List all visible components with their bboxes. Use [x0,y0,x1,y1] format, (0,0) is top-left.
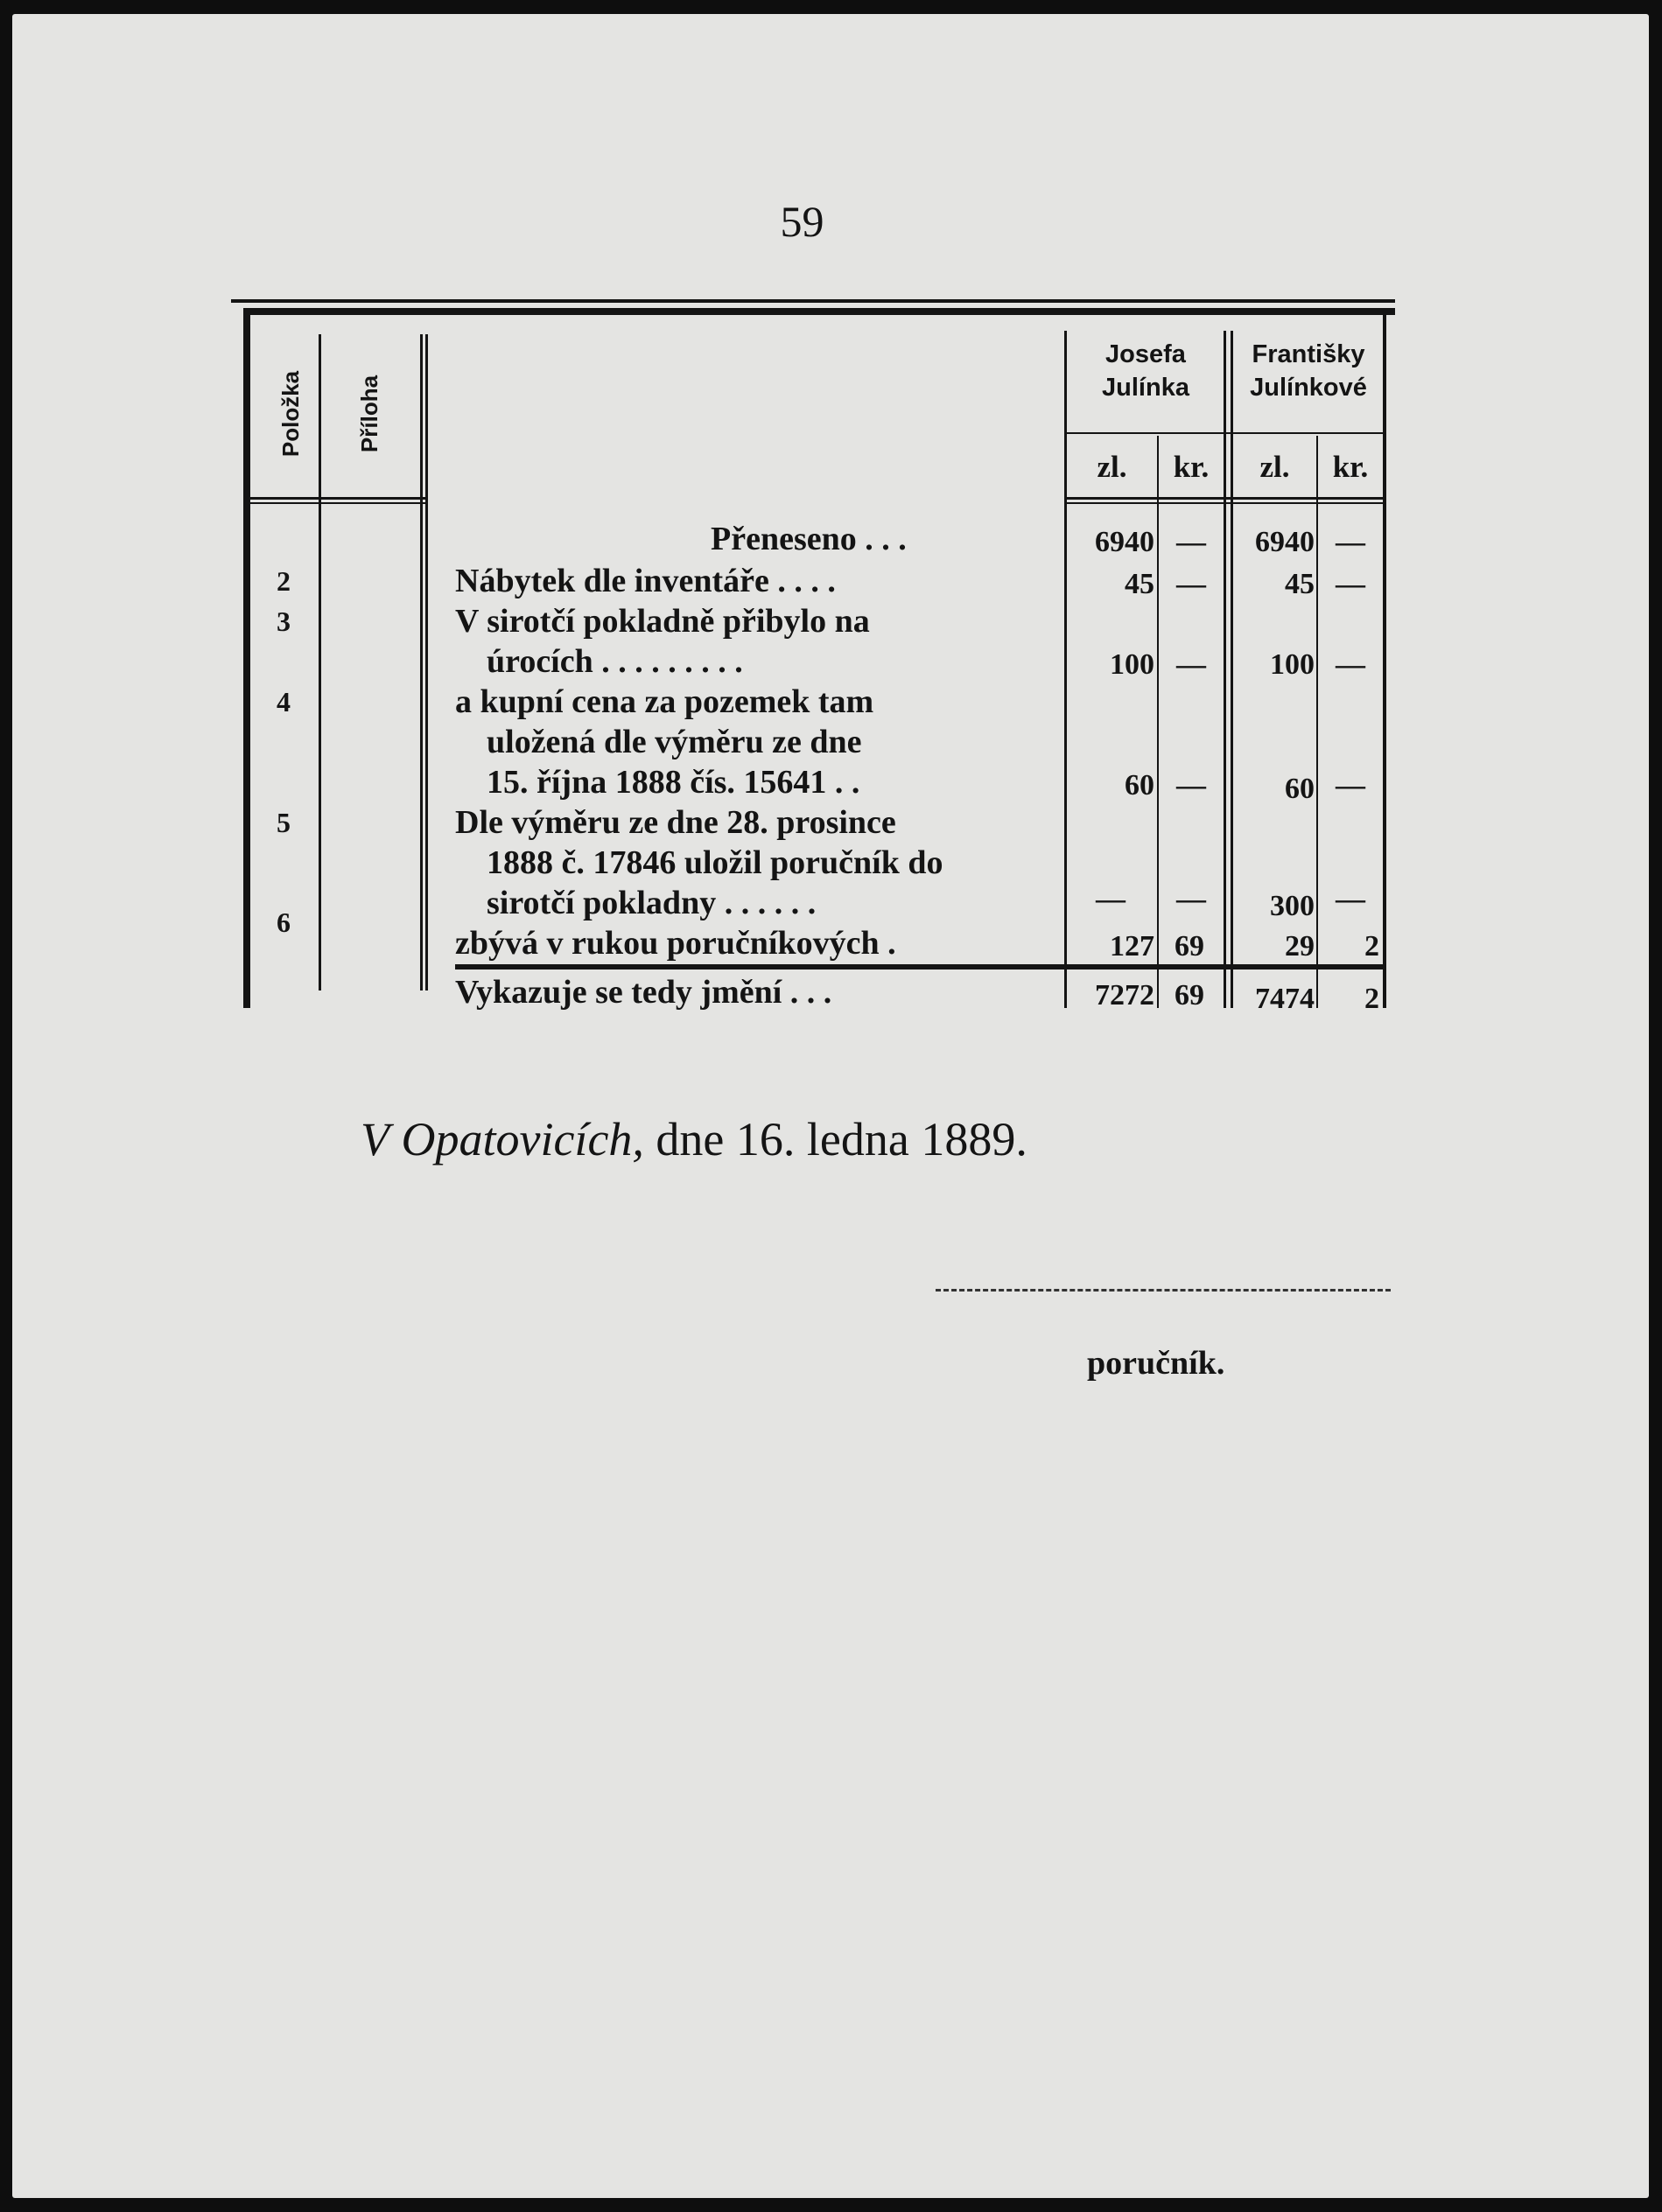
header-frantisky-line1: Františky [1252,340,1365,368]
row-5-index: 5 [277,807,291,838]
row-3-j-zl: 100 [1110,648,1154,681]
row-4-label-line3: 15. října 1888 čís. 15641 . . [487,764,860,801]
header-rule-left-b [250,502,425,504]
row-2-f-zl: 45 [1285,568,1315,600]
row-2-f-kr: — [1336,568,1365,600]
unit-j-kr: kr. [1173,450,1210,484]
row-3-label-line2: úrocích . . . . . . . . . [487,643,743,680]
header-frantisky-line2: Julínkové [1250,374,1367,402]
header-rule-right-b [1067,502,1383,504]
row-carried-label: Přeneseno . . . [711,521,907,557]
header-josefa-line1: Josefa [1105,340,1186,368]
right-rule [1383,310,1386,1008]
row-carried-f-kr: — [1336,526,1365,558]
row-4-index: 4 [277,686,291,718]
document-page [12,14,1649,2198]
header-polozka: Položka [277,370,304,458]
row-2-j-kr: — [1176,568,1206,600]
row-4-label-line1: a kupní cena za pozemek tam [455,683,874,720]
col-divider-4 [1157,436,1159,1008]
row-6-index: 6 [277,906,291,938]
header-josefa-line2: Julínka [1102,374,1189,402]
total-f-zl: 7474 [1255,983,1315,1015]
row-4-j-zl: 60 [1125,769,1154,802]
header-priloha: Příloha [356,374,382,453]
row-6-label: zbývá v rukou poručníkových . [455,925,896,962]
ledger-table [231,290,1395,1015]
header-sub-rule [1067,432,1383,434]
sum-rule-numbers [1071,964,1383,970]
col-divider-2 [420,334,423,990]
header-josefa [1067,338,1224,404]
place-prefix: V [361,1113,389,1166]
row-6-f-kr: 2 [1364,930,1379,962]
row-carried-j-zl: 6940 [1095,526,1154,558]
unit-f-kr: kr. [1332,450,1369,484]
row-carried-j-kr: — [1176,526,1206,558]
col-divider-2b [425,334,428,990]
place-date-line [361,1112,1027,1166]
row-4-f-zl: 60 [1285,773,1315,805]
row-5-f-zl: 300 [1270,890,1315,922]
header-rule-right [1067,497,1383,500]
row-3-label-line1: V sirotčí pokladně přibylo na [455,603,870,640]
page-number: 59 [780,197,824,246]
total-label: Vykazuje se tedy jmění . . . [455,974,832,1011]
row-3-f-zl: 100 [1270,648,1315,681]
row-6-j-kr: 69 [1175,930,1204,962]
col-divider-1 [319,334,321,990]
header-frantisky [1233,338,1384,404]
header-rule-left [250,497,425,500]
row-2-index: 2 [277,565,291,597]
signature-label: poručník. [1087,1345,1225,1382]
row-3-f-kr: — [1336,648,1365,681]
row-5-label-line1: Dle výměru ze dne 28. prosince [455,804,896,841]
row-2-j-zl: 45 [1125,568,1154,600]
row-4-j-kr: — [1176,769,1206,802]
row-4-label-line2: uložená dle výměru ze dne [487,724,862,760]
col-divider-6 [1316,436,1318,1008]
row-6-f-zl: 29 [1285,930,1315,962]
row-5-j-zl: — [1096,883,1126,915]
left-rule [243,308,250,1008]
date-text: dne 16. ledna 1889. [656,1113,1027,1166]
signature-line [936,1289,1391,1292]
row-3-j-kr: — [1176,648,1206,681]
row-5-j-kr: — [1176,883,1206,915]
total-j-zl: 7272 [1095,979,1154,1012]
place-name: Opatovicích, [401,1113,644,1166]
row-carried-f-zl: 6940 [1255,526,1315,558]
unit-f-zl: zl. [1259,450,1290,484]
row-5-f-kr: — [1336,883,1365,915]
row-6-j-zl: 127 [1110,930,1154,962]
top-thin-rule [231,299,1395,303]
row-2-label: Nábytek dle inventáře . . . . [455,563,836,599]
total-f-kr: 2 [1364,983,1379,1015]
row-5-label-line2: 1888 č. 17846 uložil poručník do [487,844,943,881]
row-3-index: 3 [277,606,291,637]
unit-j-zl: zl. [1097,450,1127,484]
row-4-f-kr: — [1336,769,1365,802]
total-j-kr: 69 [1175,979,1204,1012]
row-5-label-line3: sirotčí pokladny . . . . . . [487,885,817,921]
top-rule [243,308,1395,315]
